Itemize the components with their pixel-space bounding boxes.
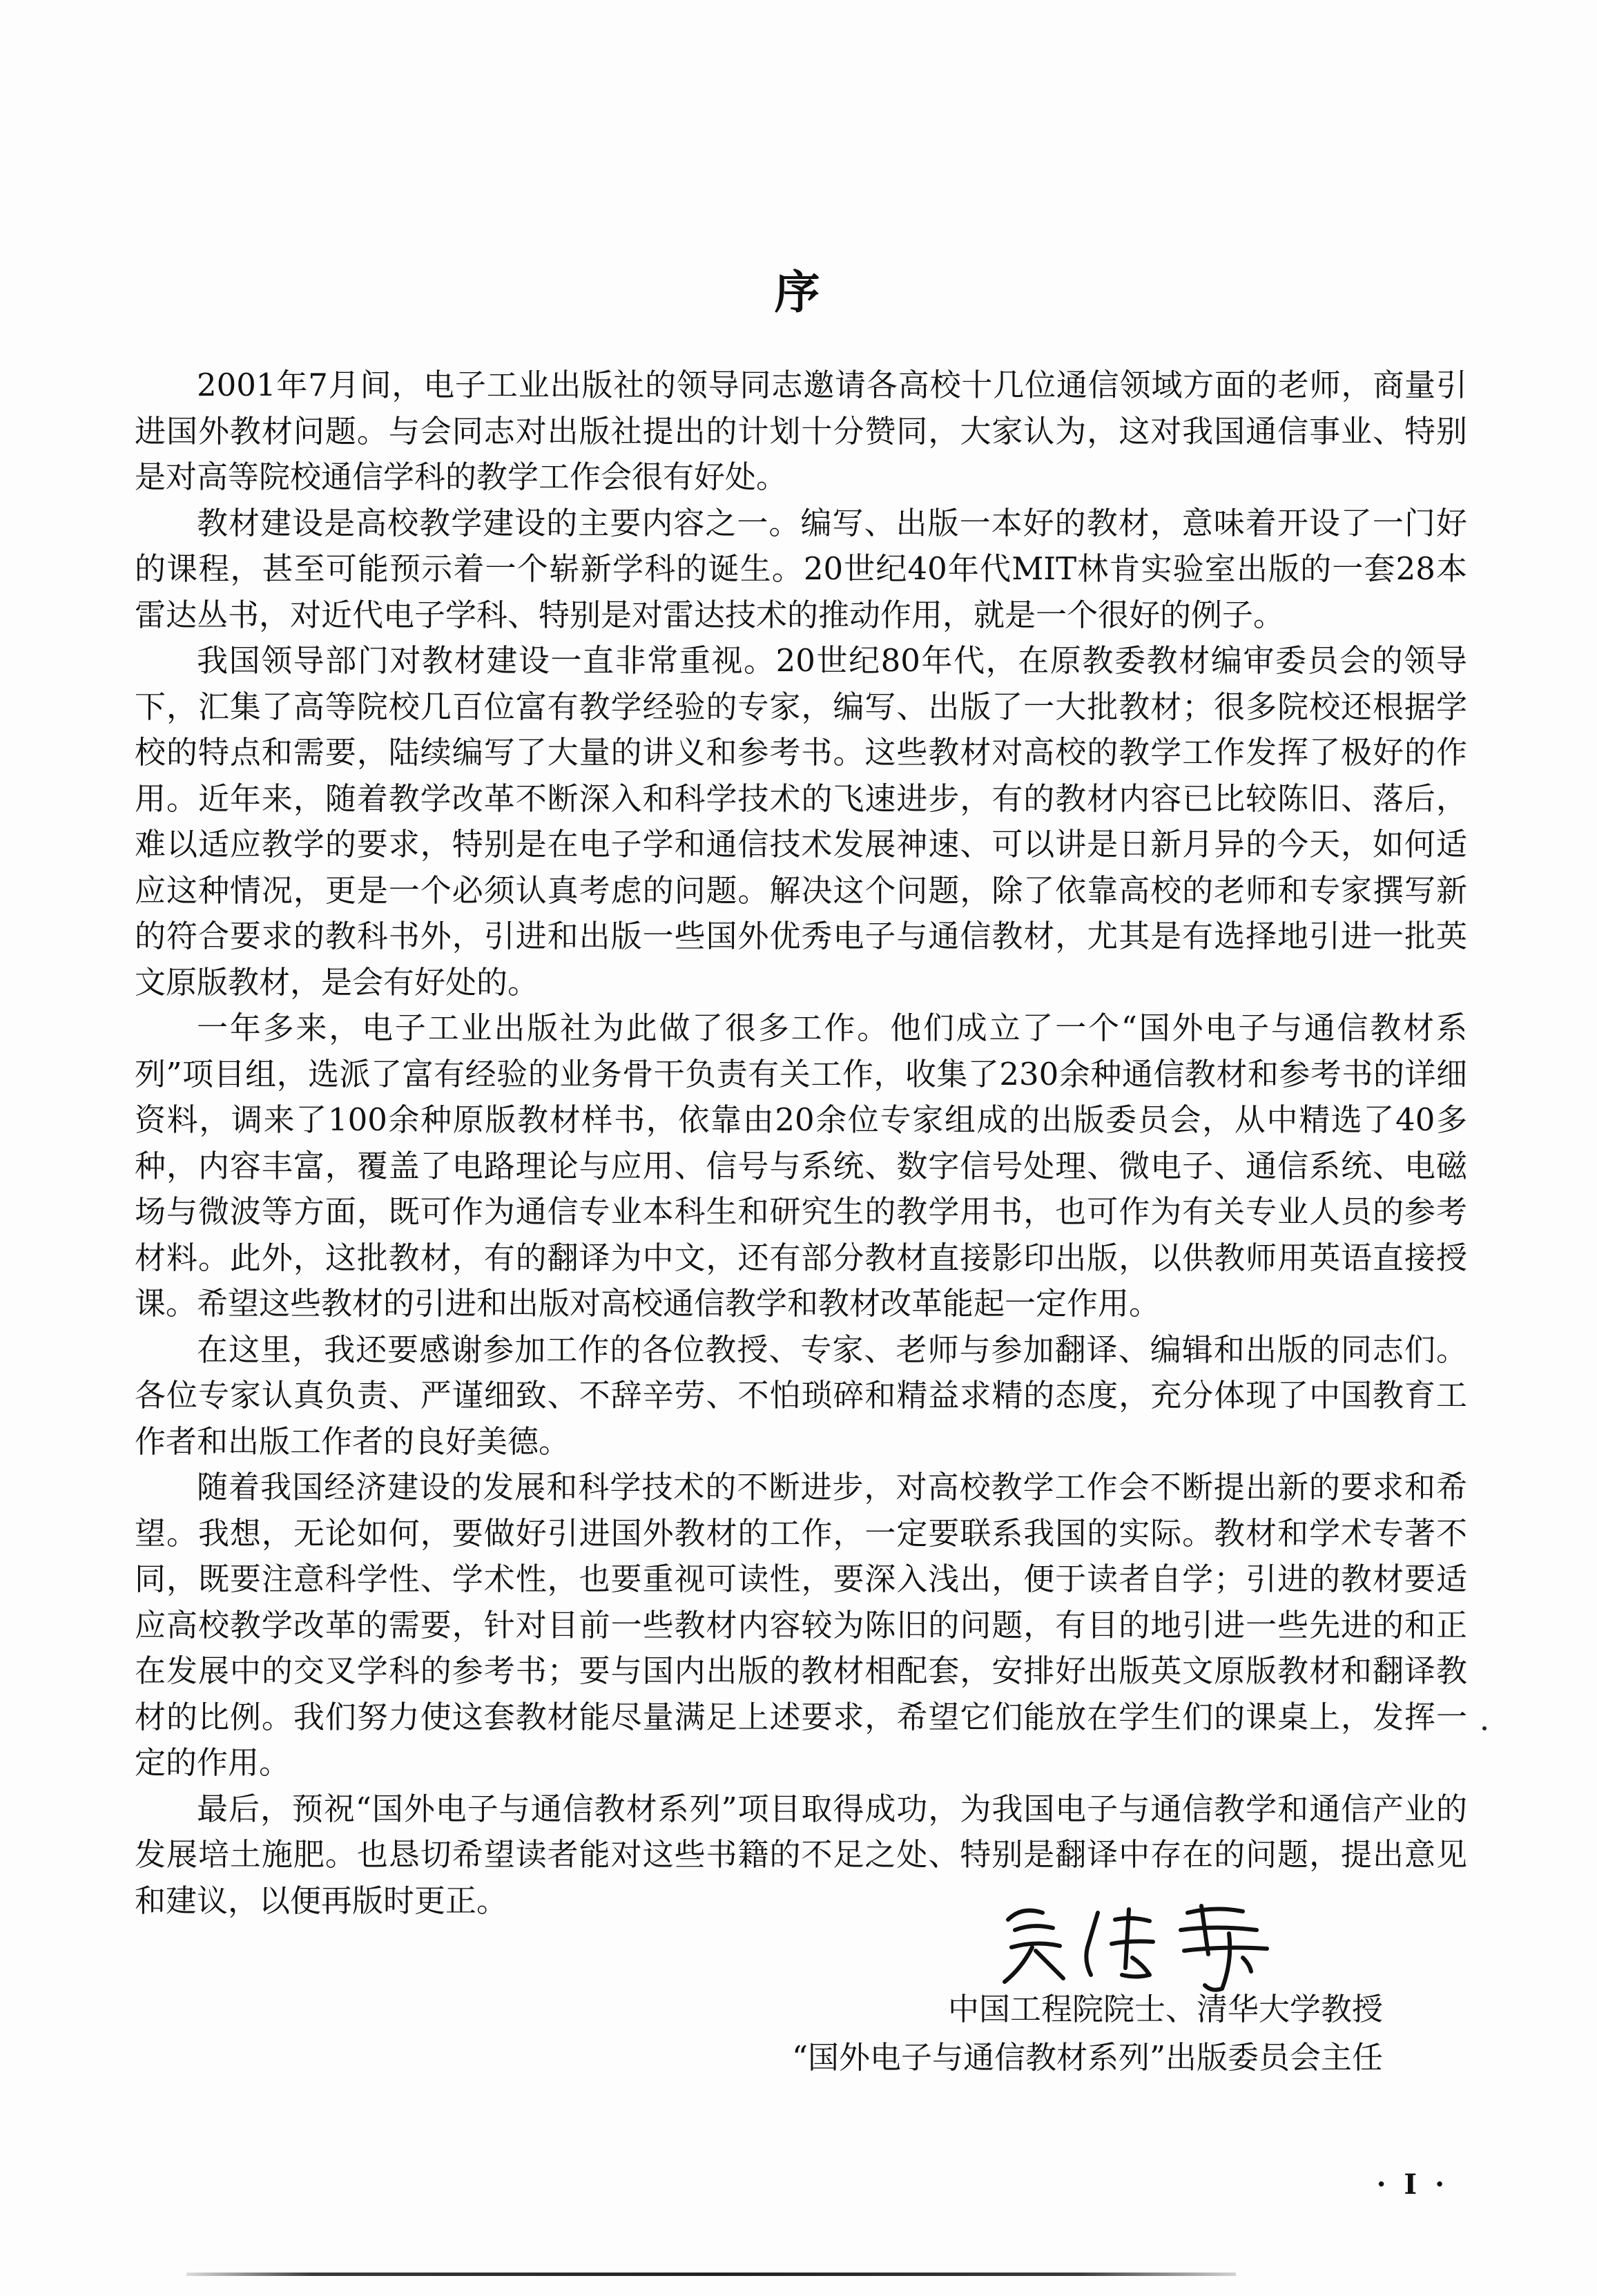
handwritten-signature xyxy=(994,1892,1284,1996)
page-title: 序 xyxy=(774,265,823,319)
paragraph-5: 在这里，我还要感谢参加工作的各位教授、专家、老师与参加翻译、编辑和出版的同志们。各位专家认真负责、严谨细致、不辞辛劳、不怕琐碎和精益求精的态度，充分体现了中国教育工作者和出版工作者的良好美德。 xyxy=(135,1331,1467,1460)
signer-title-line-2: “国外电子与通信教材系列”出版委员会主任 xyxy=(791,2039,1383,2076)
paragraph-3: 我国领导部门对教材建设一直非常重视。20世纪80年代，在原教委教材编审委员会的领导下，汇集了高等院校几百位富有教学经验的专家，编写、出版了一大批教材；很多院校还根据学校的特点和需要，陆续编写了大量的讲义和参考书。这些教材对高校的教学工作发挥了极好的作用。近年来，随着教学改革不断深入和科学技术的飞速进步，有的教材内容已比较陈旧、落后，难以适应教学的要求，特别是在电子学和通信技术发展神速、可以讲是日新月异的今天，如何适应这种情况，更是一个必须认真考虑的问题。解决这个问题，除了依靠高校的老师和专家撰写新的符合要求的教科书外，引进和出版一些国外优秀电子与通信教材，尤其是有选择地引进一批英文原版教材，是会有好处的。 xyxy=(135,642,1467,1001)
bottom-scan-edge xyxy=(186,2273,1236,2276)
paragraph-7: 最后，预祝“国外电子与通信教材系列”项目取得成功，为我国电子与通信教学和通信产业的发展培土施肥。也恳切希望读者能对这些书籍的不足之处、特别是翻译中存在的问题，提出意见和建议，以便再版时更正。 xyxy=(135,1790,1467,1919)
paragraph-4: 一年多来，电子工业出版社为此做了很多工作。他们成立了一个“国外电子与通信教材系列”项目组，选派了富有经验的业务骨干负责有关工作，收集了230余种通信教材和参考书的详细资料，调来了100余种原版教材样书，依靠由20余位专家组成的出版委员会，从中精选了40多种，内容丰富，覆盖了电路理论与应用、信号与系统、数字信号处理、微电子、通信系统、电磁场与微波等方面，既可作为通信专业本科生和研究生的教学用书，也可作为有关专业人员的参考材料。此外，这批教材，有的翻译为中文，还有部分教材直接影印出版，以供教师用英语直接授课。希望这些教材的引进和出版对高校通信教学和教材改革能起一定作用。 xyxy=(135,1010,1467,1322)
preface-body xyxy=(135,363,1467,1924)
scan-speck xyxy=(1482,1726,1487,1730)
signer-title-line-1: 中国工程院院士、清华大学教授 xyxy=(947,1991,1383,2027)
page-number: · I · xyxy=(1376,2168,1449,2201)
signature-drawing xyxy=(994,1892,1284,1996)
paragraph-1: 2001年7月间，电子工业出版社的领导同志邀请各高校十几位通信领域方面的老师，商量引进国外教材问题。与会同志对出版社提出的计划十分赞同，大家认为，这对我国通信事业、特别是对高等院校通信学科的教学工作会很有好处。 xyxy=(135,367,1467,495)
paragraph-6: 随着我国经济建设的发展和科学技术的不断进步，对高校教学工作会不断提出新的要求和希望。我想，无论如何，要做好引进国外教材的工作，一定要联系我国的实际。教材和学术专著不同，既要注意科学性、学术性，也要重视可读性，要深入浅出，便于读者自学；引进的教材要适应高校教学改革的需要，针对目前一些教材内容较为陈旧的问题，有目的地引进一些先进的和正在发展中的交叉学科的参考书；要与国内出版的教材相配套，安排好出版英文原版教材和翻译教材的比例。我们努力使这套教材能尽量满足上述要求，希望它们能放在学生们的课桌上，发挥一定的作用。 xyxy=(135,1469,1467,1781)
paragraph-2: 教材建设是高校教学建设的主要内容之一。编写、出版一本好的教材，意味着开设了一门好的课程，甚至可能预示着一个崭新学科的诞生。20世纪40年代MIT林肯实验室出版的一套28本雷达丛书，对近代电子学科、特别是对雷达技术的推动作用，就是一个很好的例子。 xyxy=(135,504,1467,633)
